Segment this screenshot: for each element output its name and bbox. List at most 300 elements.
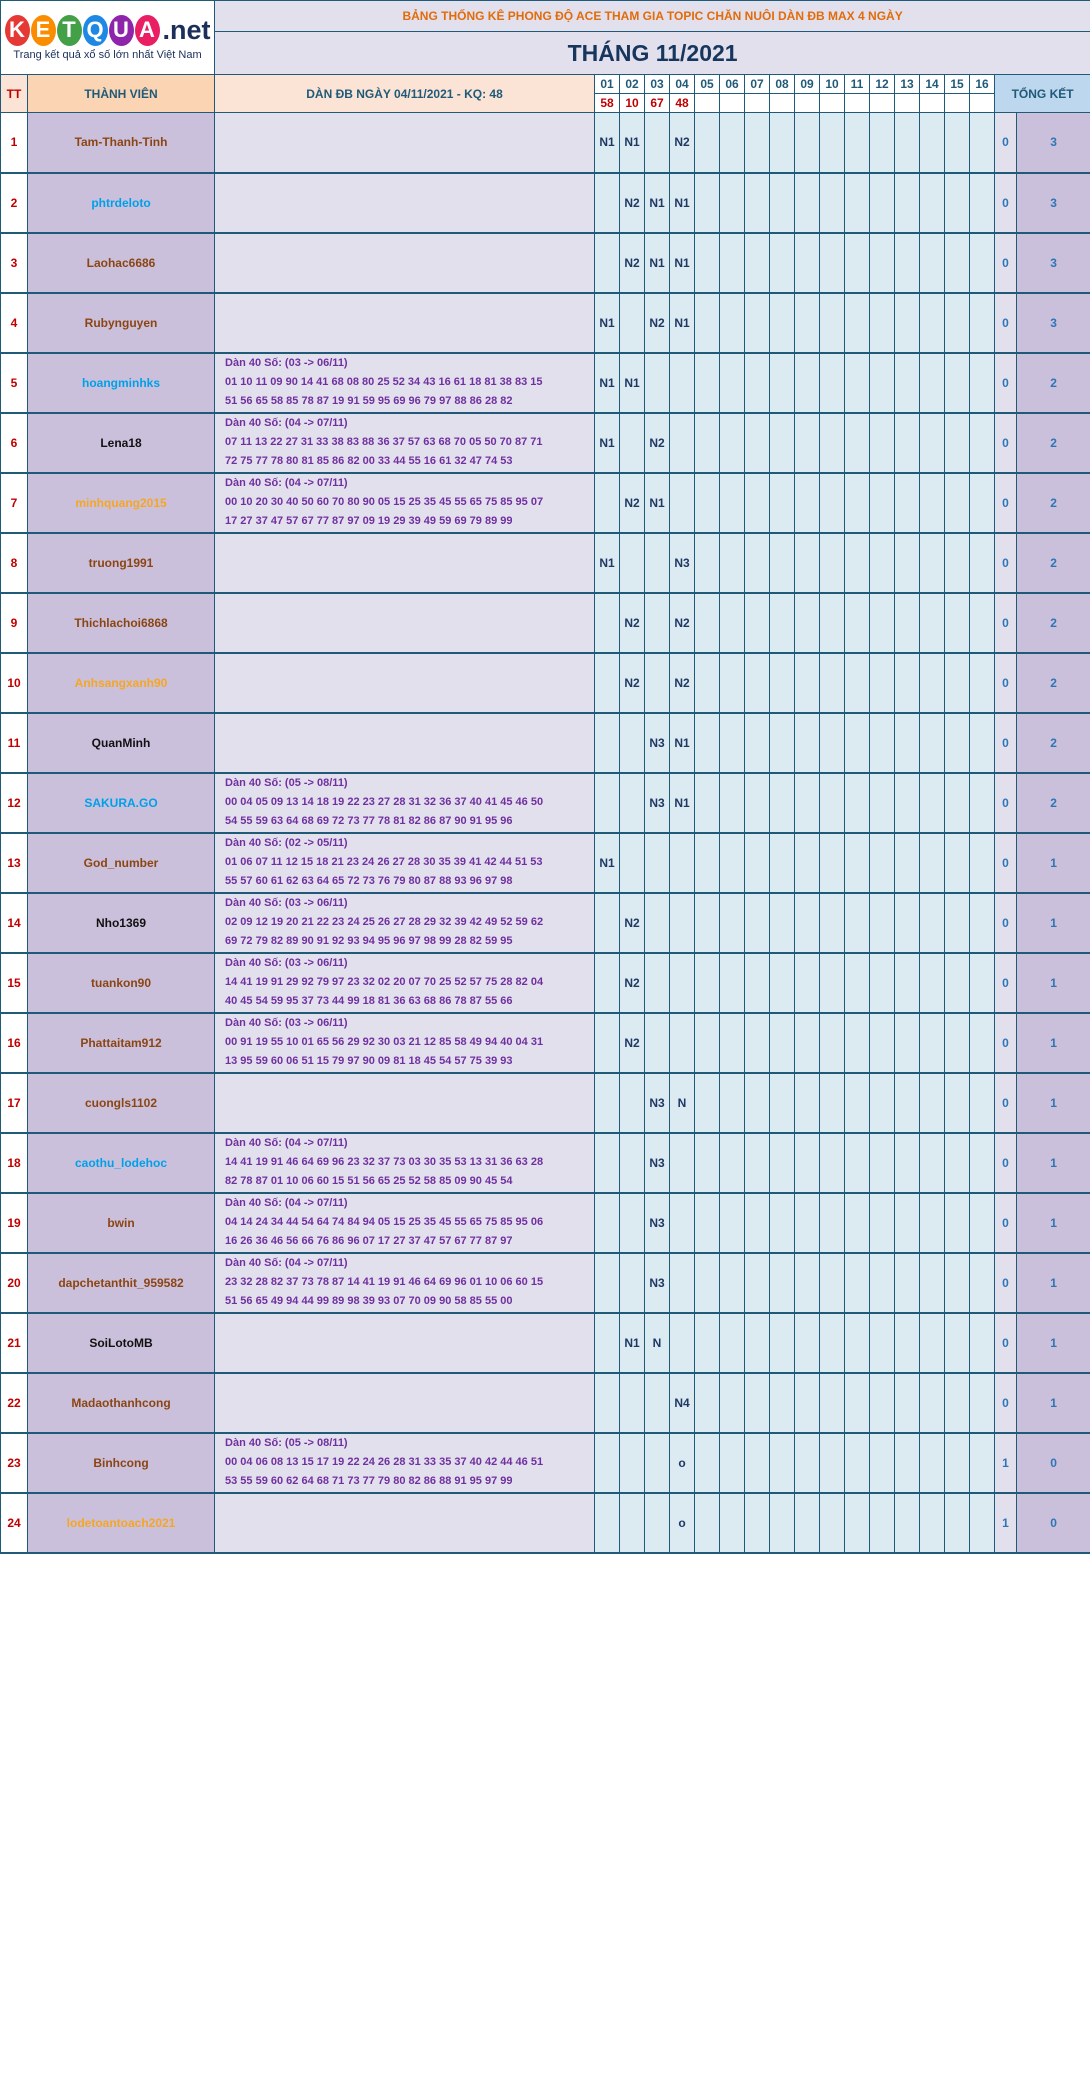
day-cell	[945, 413, 970, 473]
member-name[interactable]: Nho1369	[28, 893, 215, 953]
row-number: 9	[1, 593, 28, 653]
dan-line	[225, 152, 594, 171]
dan-line	[225, 553, 594, 572]
member-name[interactable]: dapchetanthit_959582	[28, 1253, 215, 1313]
dan-line: Dàn 40 Số: (02 -> 05/11)	[225, 837, 348, 849]
day-cell: o	[670, 1493, 695, 1553]
dan-line: Dàn 40 Số: (03 -> 06/11)	[225, 957, 348, 969]
member-name[interactable]: Thichlachoi6868	[28, 593, 215, 653]
day-cell	[620, 833, 645, 893]
dan-line: 16 26 36 46 56 66 76 86 96 07 17 27 37 47 57 67 77 87 97	[225, 1235, 513, 1247]
dan-line: Dàn 40 Số: (04 -> 07/11)	[225, 1137, 348, 1149]
row-number: 8	[1, 533, 28, 593]
header-result: 10	[620, 94, 645, 113]
total-hit: 1	[1017, 953, 1090, 1013]
day-cell	[720, 233, 745, 293]
day-cell	[720, 1193, 745, 1253]
day-cell	[820, 1373, 845, 1433]
row-number: 12	[1, 773, 28, 833]
table-row	[1, 713, 1090, 773]
day-cell	[895, 1373, 920, 1433]
dan-line: Dàn 40 Số: (03 -> 06/11)	[225, 1017, 348, 1029]
dan-line: 72 75 77 78 80 81 85 86 82 00 33 44 55 16 61 32 47 74 53	[225, 455, 513, 467]
day-cell: N2	[620, 233, 645, 293]
day-cell	[845, 653, 870, 713]
day-cell	[695, 1493, 720, 1553]
day-cell: N2	[670, 113, 695, 173]
member-name[interactable]: Lena18	[28, 413, 215, 473]
dan-line	[225, 1352, 594, 1371]
dan-line: 53 55 59 60 62 64 68 71 73 77 79 80 82 86 88 91 95 97 99	[225, 1475, 513, 1487]
day-cell	[745, 353, 770, 413]
day-cell	[695, 1073, 720, 1133]
day-cell	[895, 1193, 920, 1253]
day-cell	[745, 953, 770, 1013]
day-cell	[795, 173, 820, 233]
logo-letter: U	[109, 15, 134, 46]
row-number: 23	[1, 1433, 28, 1493]
dan-line: 14 41 19 91 46 64 69 96 23 32 37 73 03 30 35 53 13 31 36 63 28	[225, 1156, 544, 1168]
row-number: 21	[1, 1313, 28, 1373]
day-cell	[970, 1433, 995, 1493]
member-name[interactable]: tuankon90	[28, 953, 215, 1013]
table-row	[1, 353, 1090, 413]
day-cell: N1	[620, 1313, 645, 1373]
day-cell	[970, 113, 995, 173]
day-cell	[945, 893, 970, 953]
day-cell	[770, 413, 795, 473]
member-name[interactable]: Phattaitam912	[28, 1013, 215, 1073]
day-cell	[770, 173, 795, 233]
day-cell	[745, 713, 770, 773]
day-cell: N1	[645, 173, 670, 233]
row-number: 3	[1, 233, 28, 293]
day-cell	[945, 1433, 970, 1493]
day-cell	[670, 1313, 695, 1373]
dan-line	[225, 632, 594, 651]
total-miss: 1	[995, 1433, 1017, 1493]
header-day: 15	[945, 75, 970, 94]
dan-cell	[215, 833, 595, 893]
row-number: 6	[1, 413, 28, 473]
day-cell	[970, 1073, 995, 1133]
dan-line: 17 27 37 47 57 67 77 87 97 09 19 29 39 49 59 69 79 89 99	[225, 515, 513, 527]
day-cell	[595, 773, 620, 833]
logo-letter: T	[57, 15, 82, 46]
dan-line: 01 06 07 11 12 15 18 21 23 24 26 27 28 30 35 39 41 42 44 51 53	[225, 856, 543, 868]
day-cell	[895, 293, 920, 353]
day-cell	[695, 593, 720, 653]
day-cell	[770, 593, 795, 653]
day-cell	[895, 1253, 920, 1313]
table-row	[1, 653, 1090, 713]
day-cell	[945, 173, 970, 233]
day-cell	[770, 473, 795, 533]
member-name[interactable]: Rubynguyen	[28, 293, 215, 353]
day-cell	[845, 893, 870, 953]
day-cell	[695, 653, 720, 713]
day-cell	[945, 653, 970, 713]
day-cell	[770, 293, 795, 353]
day-cell	[820, 1253, 845, 1313]
day-cell: N2	[645, 413, 670, 473]
dan-cell	[215, 1193, 595, 1253]
day-cell	[645, 953, 670, 1013]
day-cell	[970, 1133, 995, 1193]
day-cell	[745, 1313, 770, 1373]
member-name[interactable]: QuanMinh	[28, 713, 215, 773]
day-cell	[920, 293, 945, 353]
day-cell	[770, 1073, 795, 1133]
row-number: 16	[1, 1013, 28, 1073]
day-cell	[795, 1313, 820, 1373]
day-cell: N2	[670, 593, 695, 653]
day-cell	[620, 1133, 645, 1193]
total-hit: 2	[1017, 473, 1090, 533]
member-name[interactable]: Anhsangxanh90	[28, 653, 215, 713]
day-cell	[870, 533, 895, 593]
day-cell	[970, 473, 995, 533]
total-hit: 2	[1017, 713, 1090, 773]
table-row	[1, 1073, 1090, 1133]
member-name[interactable]: hoangminhks	[28, 353, 215, 413]
day-cell	[945, 533, 970, 593]
day-cell	[745, 233, 770, 293]
day-cell	[945, 233, 970, 293]
day-cell: N3	[645, 773, 670, 833]
dan-line	[225, 594, 594, 613]
day-cell	[695, 1253, 720, 1313]
total-miss: 0	[995, 953, 1017, 1013]
day-cell: N	[670, 1073, 695, 1133]
day-cell	[620, 1433, 645, 1493]
day-cell	[720, 1313, 745, 1373]
day-cell	[920, 1493, 945, 1553]
member-name[interactable]: Madaothanhcong	[28, 1373, 215, 1433]
day-cell: N1	[620, 113, 645, 173]
day-cell	[770, 893, 795, 953]
header-result	[720, 94, 745, 113]
dan-cell	[215, 413, 595, 473]
total-hit: 1	[1017, 893, 1090, 953]
day-cell	[620, 1193, 645, 1253]
day-cell	[670, 1253, 695, 1313]
total-hit: 2	[1017, 593, 1090, 653]
day-cell	[795, 1073, 820, 1133]
day-cell	[795, 1133, 820, 1193]
day-cell	[595, 1133, 620, 1193]
day-cell	[945, 593, 970, 653]
day-cell	[695, 893, 720, 953]
row-number: 20	[1, 1253, 28, 1313]
member-name[interactable]: SAKURA.GO	[28, 773, 215, 833]
day-cell	[695, 413, 720, 473]
day-cell	[695, 1433, 720, 1493]
day-cell	[645, 893, 670, 953]
day-cell	[895, 533, 920, 593]
day-cell	[645, 653, 670, 713]
table-row	[1, 1133, 1090, 1193]
day-cell	[720, 173, 745, 233]
day-cell	[720, 1493, 745, 1553]
day-cell	[845, 413, 870, 473]
day-cell	[745, 173, 770, 233]
day-cell	[970, 413, 995, 473]
day-cell	[645, 1493, 670, 1553]
total-miss: 0	[995, 233, 1017, 293]
logo-letter: A	[135, 15, 160, 46]
day-cell	[945, 1133, 970, 1193]
row-number: 22	[1, 1373, 28, 1433]
day-cell	[770, 653, 795, 713]
day-cell	[745, 533, 770, 593]
day-cell: N1	[670, 713, 695, 773]
logo[interactable]	[1, 1, 215, 75]
header-result: 58	[595, 94, 620, 113]
table-row	[1, 1253, 1090, 1313]
day-cell	[695, 833, 720, 893]
day-cell	[920, 713, 945, 773]
day-cell	[870, 413, 895, 473]
dan-cell	[215, 653, 595, 713]
total-miss: 0	[995, 113, 1017, 173]
dan-line: 14 41 19 91 29 92 79 97 23 32 02 20 07 70 25 52 57 75 28 82 04	[225, 976, 544, 988]
total-miss: 0	[995, 1193, 1017, 1253]
day-cell	[720, 713, 745, 773]
day-cell	[670, 893, 695, 953]
day-cell	[920, 233, 945, 293]
day-cell	[720, 473, 745, 533]
total-miss: 0	[995, 1373, 1017, 1433]
dan-line	[225, 572, 594, 591]
day-cell	[695, 1193, 720, 1253]
day-cell	[945, 1253, 970, 1313]
day-cell	[720, 653, 745, 713]
day-cell	[770, 1133, 795, 1193]
total-hit: 0	[1017, 1493, 1090, 1553]
day-cell	[695, 1013, 720, 1073]
table-row	[1, 1433, 1090, 1493]
dan-line: Dàn 40 Số: (05 -> 08/11)	[225, 1437, 348, 1449]
day-cell	[895, 413, 920, 473]
dan-line: 04 14 24 34 44 54 64 74 84 94 05 15 25 35 45 55 65 75 85 95 06	[225, 1216, 544, 1228]
day-cell	[745, 473, 770, 533]
total-hit: 1	[1017, 833, 1090, 893]
day-cell	[870, 233, 895, 293]
dan-line	[225, 253, 594, 272]
day-cell: N3	[645, 1253, 670, 1313]
day-cell	[595, 1253, 620, 1313]
day-cell	[945, 713, 970, 773]
day-cell	[770, 113, 795, 173]
day-cell	[870, 293, 895, 353]
member-name[interactable]: bwin	[28, 1193, 215, 1253]
header-result	[745, 94, 770, 113]
day-cell	[670, 1193, 695, 1253]
dan-line	[225, 313, 594, 332]
day-cell	[945, 1013, 970, 1073]
total-miss: 0	[995, 413, 1017, 473]
day-cell	[870, 473, 895, 533]
dan-cell	[215, 533, 595, 593]
member-name[interactable]: minhquang2015	[28, 473, 215, 533]
total-miss: 1	[995, 1493, 1017, 1553]
day-cell	[845, 1373, 870, 1433]
dan-line	[225, 1393, 594, 1412]
day-cell	[770, 773, 795, 833]
header-day: 05	[695, 75, 720, 94]
dan-line: 00 04 05 09 13 14 18 19 22 23 27 28 31 32 36 37 40 41 45 46 50	[225, 796, 544, 808]
day-cell	[970, 773, 995, 833]
header-result	[795, 94, 820, 113]
dan-line: 82 78 87 01 10 06 60 15 51 56 65 25 52 58 85 09 90 45 54	[225, 1175, 513, 1187]
day-cell	[770, 533, 795, 593]
header-day: 08	[770, 75, 795, 94]
dan-line	[225, 133, 594, 152]
day-cell: N1	[595, 293, 620, 353]
day-cell: N1	[620, 353, 645, 413]
day-cell	[970, 713, 995, 773]
dan-line: 23 32 28 82 37 73 78 87 14 41 19 91 46 64 69 96 01 10 06 60 15	[225, 1276, 544, 1288]
dan-line	[225, 692, 594, 711]
day-cell: N2	[620, 593, 645, 653]
day-cell	[870, 1253, 895, 1313]
day-cell: N1	[670, 233, 695, 293]
member-name[interactable]: truong1991	[28, 533, 215, 593]
day-cell	[970, 1253, 995, 1313]
day-cell	[870, 953, 895, 1013]
day-cell	[720, 953, 745, 1013]
day-cell	[970, 1013, 995, 1073]
day-cell: N1	[595, 113, 620, 173]
day-cell	[870, 833, 895, 893]
day-cell	[720, 1373, 745, 1433]
day-cell	[795, 773, 820, 833]
day-cell	[945, 773, 970, 833]
member-name[interactable]: God_number	[28, 833, 215, 893]
dan-line: 00 10 20 30 40 50 60 70 80 90 05 15 25 35 45 55 65 75 85 95 07	[225, 496, 544, 508]
day-cell	[670, 473, 695, 533]
day-cell	[920, 953, 945, 1013]
day-cell	[970, 233, 995, 293]
day-cell	[970, 1193, 995, 1253]
member-name[interactable]: lodetoantoach2021	[28, 1493, 215, 1553]
dan-cell	[215, 1253, 595, 1313]
dan-line	[225, 1532, 594, 1551]
day-cell	[820, 1073, 845, 1133]
day-cell	[920, 353, 945, 413]
day-cell	[745, 773, 770, 833]
member-name[interactable]: cuongls1102	[28, 1073, 215, 1133]
table-row	[1, 1013, 1090, 1073]
total-hit: 2	[1017, 413, 1090, 473]
day-cell	[695, 1133, 720, 1193]
day-cell	[595, 1013, 620, 1073]
day-cell	[595, 893, 620, 953]
member-name[interactable]: Binhcong	[28, 1433, 215, 1493]
day-cell	[795, 1373, 820, 1433]
logo-letter: E	[31, 15, 56, 46]
total-hit: 1	[1017, 1073, 1090, 1133]
dan-line: 51 56 65 58 85 78 87 19 91 59 95 69 96 79 97 88 86 28 82	[225, 395, 513, 407]
header-day: 12	[870, 75, 895, 94]
total-miss: 0	[995, 533, 1017, 593]
dan-cell	[215, 173, 595, 233]
dan-cell	[215, 1493, 595, 1553]
day-cell	[620, 1373, 645, 1433]
day-cell	[895, 953, 920, 1013]
dan-line	[225, 1314, 594, 1333]
total-hit: 2	[1017, 533, 1090, 593]
day-cell	[770, 833, 795, 893]
dan-line	[225, 193, 594, 212]
day-cell	[920, 833, 945, 893]
table-row	[1, 293, 1090, 353]
day-cell	[745, 893, 770, 953]
day-cell	[920, 1133, 945, 1193]
total-miss: 0	[995, 1313, 1017, 1373]
day-cell	[845, 1253, 870, 1313]
dan-line: 51 56 65 49 94 44 99 89 98 39 93 07 70 09 90 58 85 55 00	[225, 1295, 513, 1307]
day-cell: N2	[620, 653, 645, 713]
day-cell	[770, 1313, 795, 1373]
day-cell	[945, 1493, 970, 1553]
member-name[interactable]: Tam-Thanh-Tinh	[28, 113, 215, 173]
member-name[interactable]: Laohac6686	[28, 233, 215, 293]
row-number: 4	[1, 293, 28, 353]
dan-line	[225, 1494, 594, 1513]
day-cell	[895, 1013, 920, 1073]
table-row	[1, 593, 1090, 653]
row-number: 14	[1, 893, 28, 953]
total-hit: 1	[1017, 1013, 1090, 1073]
day-cell	[795, 233, 820, 293]
day-cell	[670, 1013, 695, 1073]
header-result: 48	[670, 94, 695, 113]
header-day: 13	[895, 75, 920, 94]
dan-line: 07 11 13 22 27 31 33 38 83 88 36 37 57 63 68 70 05 50 70 87 71	[225, 436, 543, 448]
day-cell	[795, 533, 820, 593]
day-cell	[845, 833, 870, 893]
day-cell	[945, 1373, 970, 1433]
day-cell	[845, 713, 870, 773]
member-name[interactable]: SoiLotoMB	[28, 1313, 215, 1373]
dan-line	[225, 1374, 594, 1393]
day-cell	[795, 653, 820, 713]
dan-line	[225, 1412, 594, 1431]
day-cell	[720, 413, 745, 473]
day-cell	[970, 833, 995, 893]
header-dan: DÀN ĐB NGÀY 04/11/2021 - KQ: 48	[215, 75, 595, 113]
day-cell	[895, 1433, 920, 1493]
day-cell: N1	[595, 833, 620, 893]
row-number: 1	[1, 113, 28, 173]
table-row	[1, 893, 1090, 953]
dan-line: 01 10 11 09 90 14 41 68 08 80 25 52 34 43 16 61 18 81 38 83 15	[225, 376, 543, 388]
member-name[interactable]: caothu_lodehoc	[28, 1133, 215, 1193]
day-cell	[595, 1313, 620, 1373]
total-miss: 0	[995, 473, 1017, 533]
logo-wordmark	[5, 15, 211, 46]
day-cell	[820, 413, 845, 473]
day-cell	[720, 533, 745, 593]
day-cell	[720, 1133, 745, 1193]
day-cell	[645, 1433, 670, 1493]
day-cell: N3	[645, 1073, 670, 1133]
member-name[interactable]: phtrdeloto	[28, 173, 215, 233]
day-cell	[845, 1073, 870, 1133]
row-number: 18	[1, 1133, 28, 1193]
